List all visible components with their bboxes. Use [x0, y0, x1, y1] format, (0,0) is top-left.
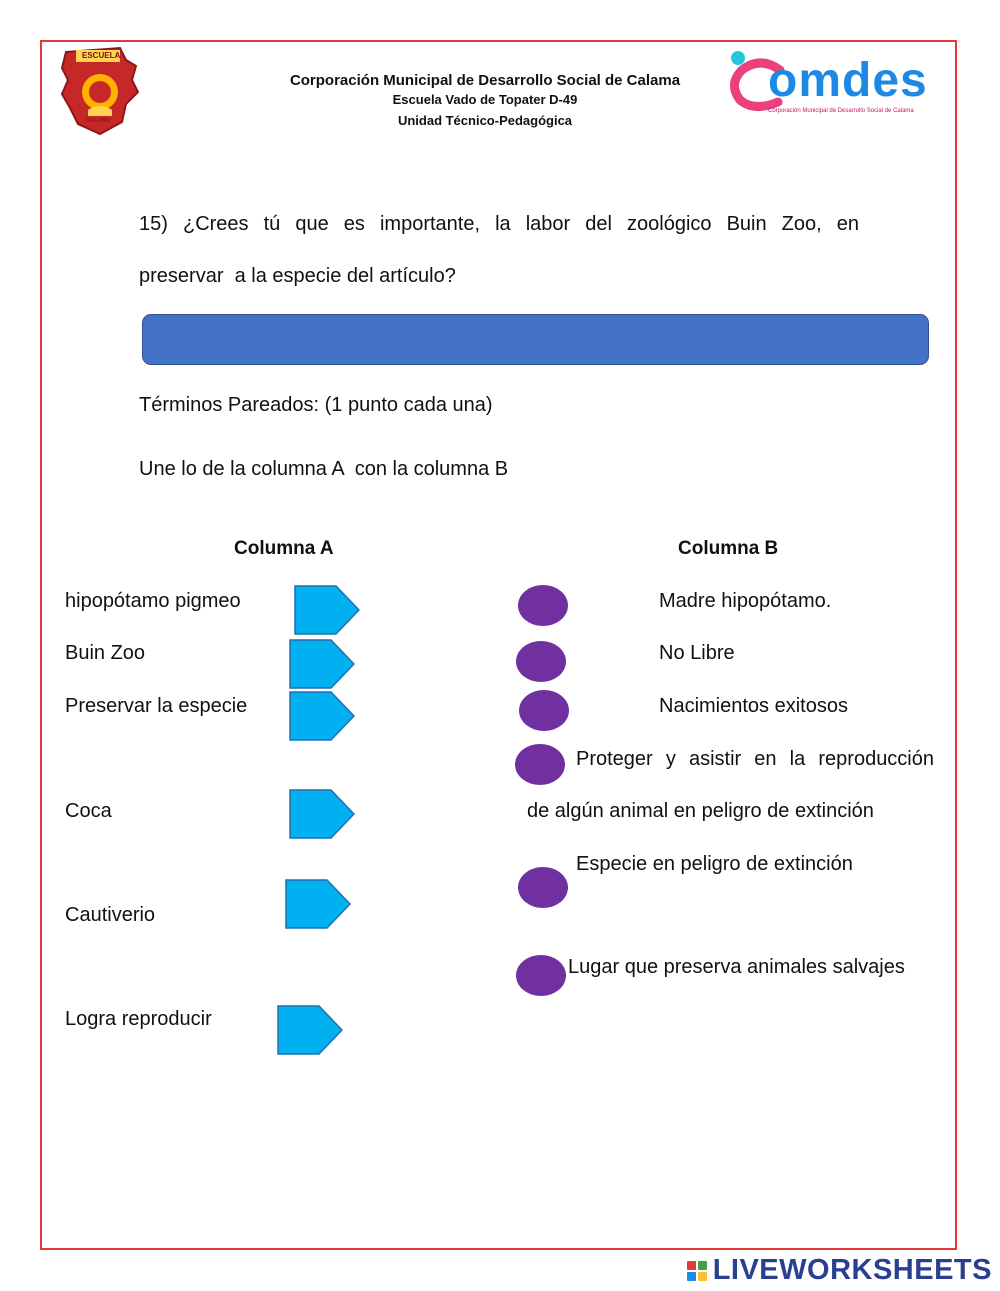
column-a-item: Coca: [65, 800, 112, 822]
answer-input-box[interactable]: [142, 314, 929, 365]
column-a-connector[interactable]: [289, 691, 355, 741]
liveworksheets-logo: LIVEWORKSHEETS: [687, 1254, 992, 1287]
question-line-2: preservar a la especie del artículo?: [139, 265, 456, 287]
column-b-item: Madre hipopótamo.: [659, 590, 832, 612]
column-a-item: Buin Zoo: [65, 642, 146, 664]
column-b-item: de algún animal en peligro de extinción: [527, 800, 874, 822]
matching-instruction: Une lo de la columna A con la columna B: [139, 458, 509, 480]
column-a-connector[interactable]: [285, 879, 351, 929]
column-b-item: Lugar que preserva animales salvajes: [568, 956, 905, 978]
column-a-item: Logra reproducir: [65, 1008, 212, 1030]
school-crest-logo: ESCUELA CALAMA: [60, 46, 140, 136]
column-b-item: Nacimientos exitosos: [659, 695, 848, 717]
column-b-item: No Libre: [659, 642, 735, 664]
column-b-header: Columna B: [678, 538, 779, 559]
column-b-connector[interactable]: [518, 585, 568, 626]
column-b-connector[interactable]: [516, 955, 566, 996]
column-a-connector[interactable]: [289, 639, 355, 689]
column-b-connector[interactable]: [516, 641, 566, 682]
column-a-item: Preservar la especie: [65, 695, 248, 717]
header-school: Escuela Vado de Topater D-49: [392, 92, 578, 107]
column-a-item: hipopótamo pigmeo: [65, 590, 241, 612]
comdes-logo: omdes Corporación Municipal de Desarrollo Social de Calama: [720, 48, 952, 120]
column-a-item: Cautiverio: [65, 904, 156, 926]
column-a-connector[interactable]: [294, 585, 360, 635]
question-line-1: 15) ¿Crees tú que es importante, la labor del zoológico Buin Zoo, en: [139, 213, 859, 235]
brand-tiles-icon: [687, 1261, 707, 1281]
column-b-item: Proteger y asistir en la reproducción: [576, 748, 934, 770]
column-b-connector[interactable]: [518, 867, 568, 908]
column-a-connector[interactable]: [289, 789, 355, 839]
column-b-connector[interactable]: [515, 744, 565, 785]
matching-title: Términos Pareados: (1 punto cada una): [139, 394, 493, 416]
header-unit: Unidad Técnico-Pedagógica: [397, 113, 573, 128]
column-a-connector[interactable]: [277, 1005, 343, 1055]
column-b-item: Especie en peligro de extinción: [576, 853, 853, 875]
column-b-connector[interactable]: [519, 690, 569, 731]
header-institution: Corporación Municipal de Desarrollo Social de Calama: [289, 72, 681, 89]
column-a-header: Columna A: [234, 538, 334, 559]
